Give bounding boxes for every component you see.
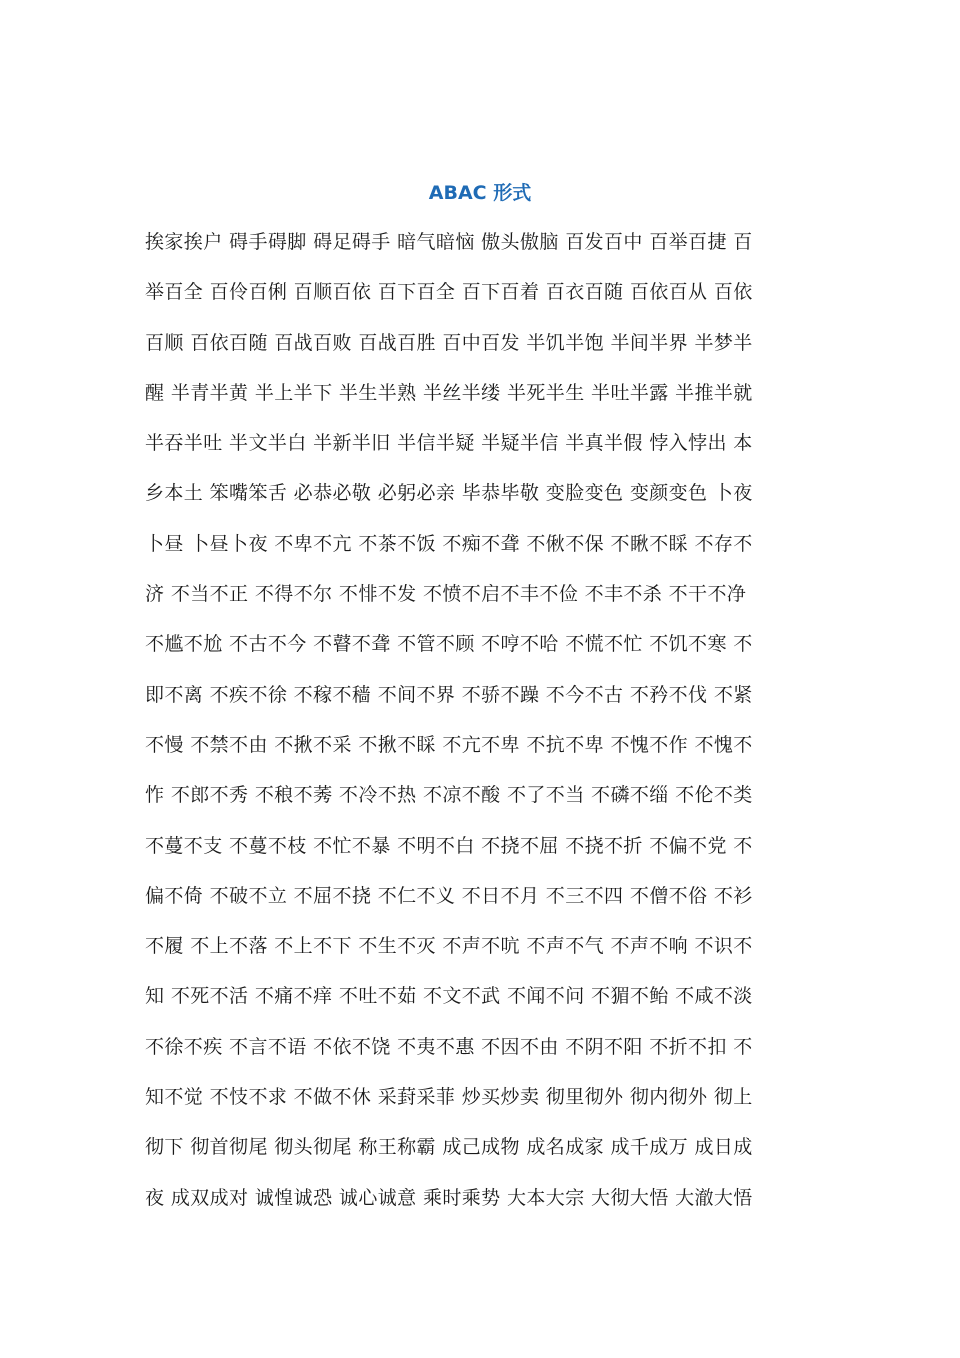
text-line: 彻下 彻首彻尾 彻头彻尾 称王称霸 成己成物 成名成家 成千成万 成日成 [145, 1136, 753, 1159]
text-line: 济 不当不正 不得不尔 不悱不发 不愤不启不丰不俭 不丰不杀 不干不净 [145, 583, 747, 606]
text-line: 举百全 百伶百俐 百顺百依 百下百全 百下百着 百衣百随 百依百从 百依 [145, 281, 753, 304]
text-line: 百顺 百依百随 百战百败 百战百胜 百中百发 半饥半饱 半间半界 半梦半 [145, 331, 753, 354]
text-line: 夜 成双成对 诚惶诚恐 诚心诚意 乘时乘势 大本大宗 大彻大悟 大澈大悟 [145, 1186, 753, 1209]
text-line: 不徐不疾 不言不语 不依不饶 不夷不惠 不因不由 不阴不阳 不折不扣 不 [145, 1035, 753, 1058]
text-line: 即不离 不疾不徐 不稼不穑 不间不界 不骄不躁 不今不古 不矜不伐 不紧 [145, 683, 753, 706]
text-line: 挨家挨户 碍手碍脚 碍足碍手 暗气暗恼 傲头傲脑 百发百中 百举百捷 百 [145, 231, 753, 253]
text-line: 偏不倚 不破不立 不屈不挠 不仁不义 不日不月 不三不四 不僧不俗 不衫 [145, 884, 753, 907]
text-line: 醒 半青半黄 半上半下 半生半熟 半丝半缕 半死半生 半吐半露 半推半就 [145, 381, 753, 404]
document-body [145, 224, 825, 1230]
text-line: 乡本土 笨嘴笨舌 必恭必敬 必躬必亲 毕恭毕敬 变脸变色 变颜变色 卜夜 [145, 482, 753, 505]
text-line: 半吞半吐 半文半白 半新半旧 半信半疑 半疑半信 半真半假 悖入悖出 本 [145, 432, 753, 455]
text-line: 不蔓不支 不蔓不枝 不忙不暴 不明不白 不挠不屈 不挠不折 不偏不党 不 [145, 834, 753, 857]
document-title: ABAC 形式 [428, 182, 532, 204]
text-line: 卜昼 卜昼卜夜 不卑不亢 不茶不饭 不痴不聋 不偢不保 不瞅不睬 不存不 [145, 532, 753, 555]
text-line: 知 不死不活 不痛不痒 不吐不茹 不文不武 不闻不问 不猸不鲐 不咸不淡 [145, 985, 753, 1008]
text-line: 知不觉 不忮不求 不做不休 采葑采菲 炒买炒卖 彻里彻外 彻内彻外 彻上 [145, 1086, 753, 1109]
text-line: 不慢 不禁不由 不揪不采 不揪不睬 不亢不卑 不抗不卑 不愧不作 不愧不 [145, 733, 753, 756]
text-line: 怍 不郎不秀 不稂不莠 不冷不热 不凉不酸 不了不当 不磷不缁 不伦不类 [145, 784, 753, 807]
text-line: 不尴不尬 不古不今 不瞽不聋 不管不顾 不哼不哈 不慌不忙 不饥不寒 不 [145, 633, 753, 656]
text-line: 不履 不上不落 不上不下 不生不灭 不声不吭 不声不气 不声不响 不识不 [145, 935, 753, 958]
